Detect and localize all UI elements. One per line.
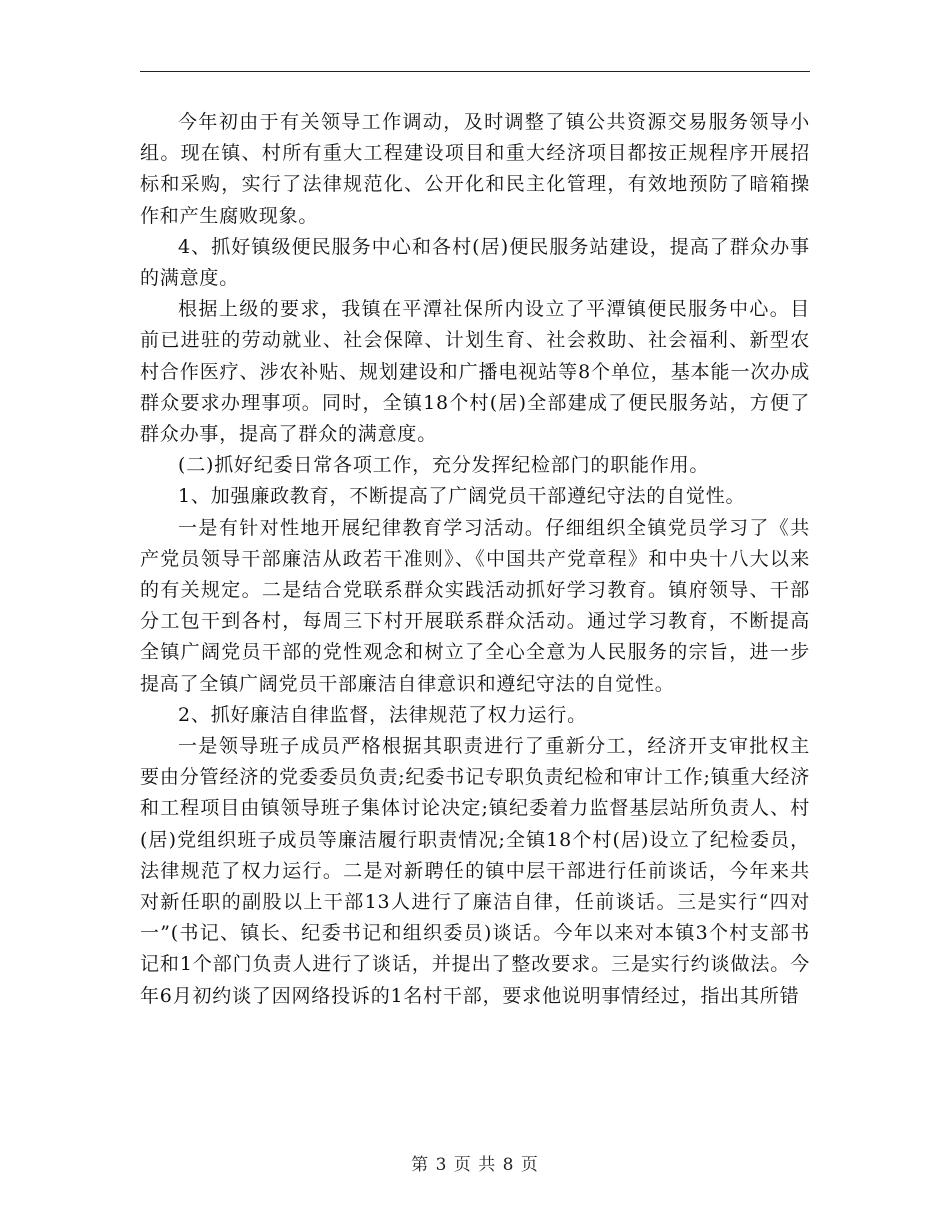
document-body — [140, 107, 810, 1012]
paragraph: 今年初由于有关领导工作调动，及时调整了镇公共资源交易服务领导小组。现在镇、村所有重大工程建设项目和重大经济项目都按正规程序开展招标和采购，实行了法律规范化、公开化和民主化管理，有效地预防了暗箱操作和产生腐败现象。 — [140, 111, 810, 227]
subsection-heading: 1、加强廉政教育，不断提高了广阔党员干部遵纪守法的自觉性。 — [178, 485, 746, 508]
paragraph: 一是有针对性地开展纪律教育学习活动。仔细组织全镇党员学习了《共产党员领导干部廉洁从政若干准则》、《中国共产党章程》和中央十八大以来的有关规定。二是结合党联系群众实践活动抓好学习教育。镇府领导、干部分工包干到各村，每周三下村开展联系群众活动。通过学习教育，不断提高全镇广阔党员干部的党性观念和树立了全心全意为人民服务的宗旨，进一步提高了全镇广阔党员干部廉洁自律意识和遵纪守法的自觉性。 — [140, 516, 810, 695]
subsection-heading: 2、抓好廉洁自律监督，法律规范了权力运行。 — [178, 703, 587, 726]
paragraph: 根据上级的要求，我镇在平潭社保所内设立了平潭镇便民服务中心。目前已进驻的劳动就业、社会保障、计划生育、社会救助、社会福利、新型农村合作医疗、涉农补贴、规划建设和广播电视站等8个单位，基本能一次办成群众要求办理事项。同时，全镇18个村(居)全部建成了便民服务站，方便了群众办事，提高了群众的满意度。 — [140, 298, 810, 446]
paragraph: 一是领导班子成员严格根据其职责进行了重新分工，经济开支审批权主要由分管经济的党委委员负责;纪委书记专职负责纪检和审计工作;镇重大经济和工程项目由镇领导班子集体讨论决定;镇纪委着力监督基层站所负责人、村(居)党组织班子成员等廉洁履行职责情况;全镇18个村(居)设立了纪检委员，法律规范了权力运行。二是对新聘任的镇中层干部进行任前谈话，今年来共对新任职的副股以上干部13人进行了廉洁自律，任前谈话。三是实行“四对一”(书记、镇长、纪委书记和组织委员)谈话。今年以来对本镇3个村支部书记和1个部门负责人进行了谈话，并提出了整改要求。三是实行约谈做法。今年6月初约谈了因网络投诉的1名村干部，要求他说明事情经过，指出其所错 — [140, 735, 810, 1007]
header-rule — [140, 71, 810, 72]
page-footer: 第 3 页 共 8 页 — [411, 1155, 539, 1175]
paragraph: 4、抓好镇级便民服务中心和各村(居)便民服务站建设，提高了群众办事的满意度。 — [140, 235, 810, 290]
section-heading: (二)抓好纪委日常各项工作，充分发挥纪检部门的职能作用。 — [178, 454, 710, 477]
